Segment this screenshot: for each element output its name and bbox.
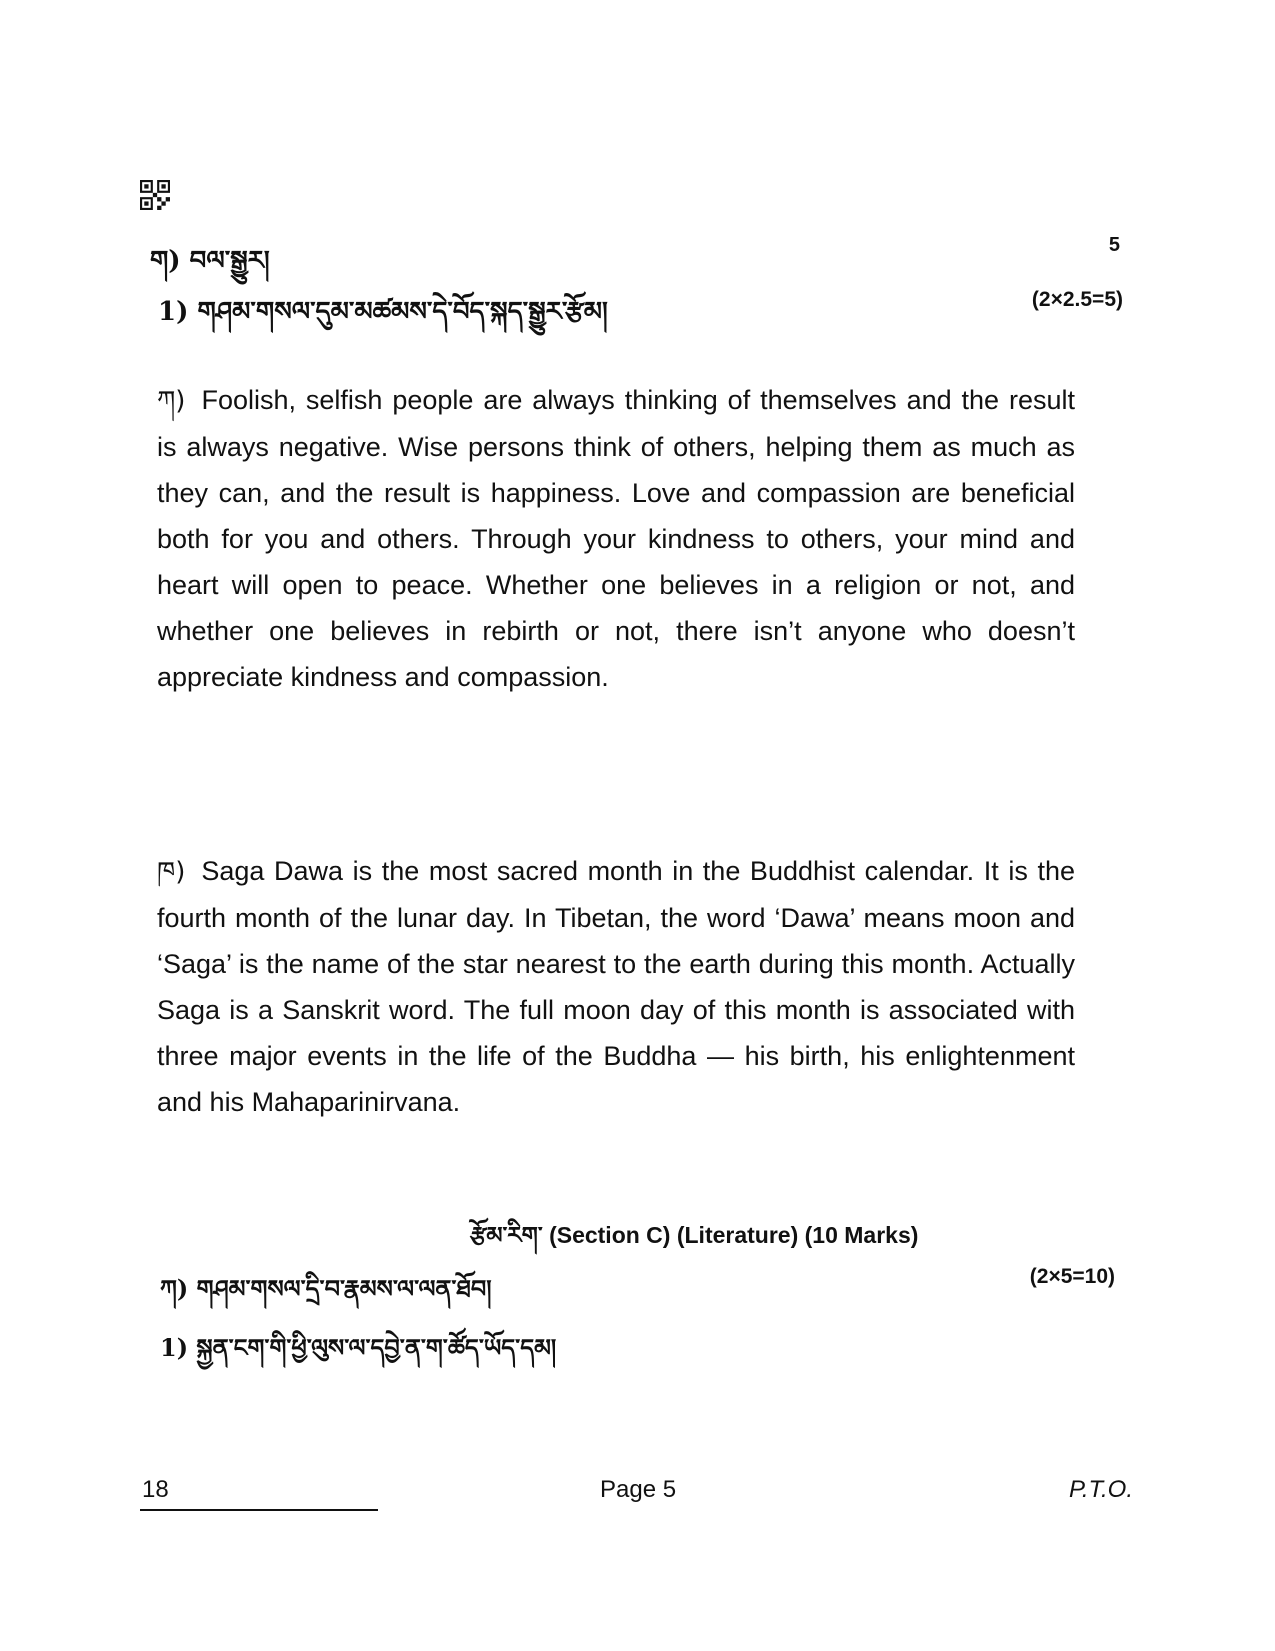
section-title: (Section C) (Literature) (10 Marks) xyxy=(549,1222,919,1248)
passage-a-marker: ཀ) xyxy=(157,386,186,416)
footer-code: 18 xyxy=(142,1476,169,1503)
section-question-item: 1) སྐྱན་ངག་གི་ཕྱི་ལུས་ལ་དབྱེ་ན་ག་ཚོད་ཡོད་དམ། xyxy=(160,1333,557,1362)
footer-rule xyxy=(140,1509,378,1511)
passage-b xyxy=(157,848,1075,1125)
section-question: ཀ) གཤམ་གསལ་དྲི་བ་རྣམས་ལ་ལན་ཐོབ། xyxy=(160,1274,492,1303)
section-heading xyxy=(470,1210,918,1275)
question-marker: ག) xyxy=(150,246,181,276)
question-item: 1) གཤམ་གསལ་དུམ་མཚམས་དེ་བོད་སྐད་སྒྱུར་རྩོམ། xyxy=(158,297,608,327)
passage-a xyxy=(157,377,1075,700)
passage-b-marker: ཁ) xyxy=(157,857,186,887)
question-item-marks: (2×2.5=5) xyxy=(1031,288,1123,311)
passage-b-text: Saga Dawa is the most sacred month in the Buddhist calendar. It is the fourth month of the lunar day. In Tibetan, the word ‘Dawa’ means moon and ‘Saga’ is the name of the star nearest to the earth during this month. Actually Saga is a Sanskrit word. The full moon day of this month is associated with three major events in the life of the Buddha — his birth, his enlightenment and his Mahaparinirvana. xyxy=(157,856,1075,1117)
page-number: Page 5 xyxy=(600,1476,677,1503)
passage-a-text: Foolish, selfish people are always thinking of themselves and the result is always negative. Wise persons think of others, helping them as much as they can, and the result is happiness. Love and compassion are beneficial both for you and others. Through your kindness to others, your mind and heart will open to peace. Whether one believes in a religion or not, and whether one believes in rebirth or not, there isn’t anyone who doesn’t appreciate kindness and compassion. xyxy=(157,385,1075,692)
question-title: བལ་སྒྱུར། xyxy=(189,246,270,276)
pto-label: P.T.O. xyxy=(1068,1476,1133,1503)
question-marks: 5 xyxy=(1108,234,1120,256)
section-tibetan-label: རྩོམ་རིག་ xyxy=(470,1222,543,1249)
qr-code-icon xyxy=(140,180,170,210)
section-question-marks: (2×5=10) xyxy=(1029,1265,1115,1288)
